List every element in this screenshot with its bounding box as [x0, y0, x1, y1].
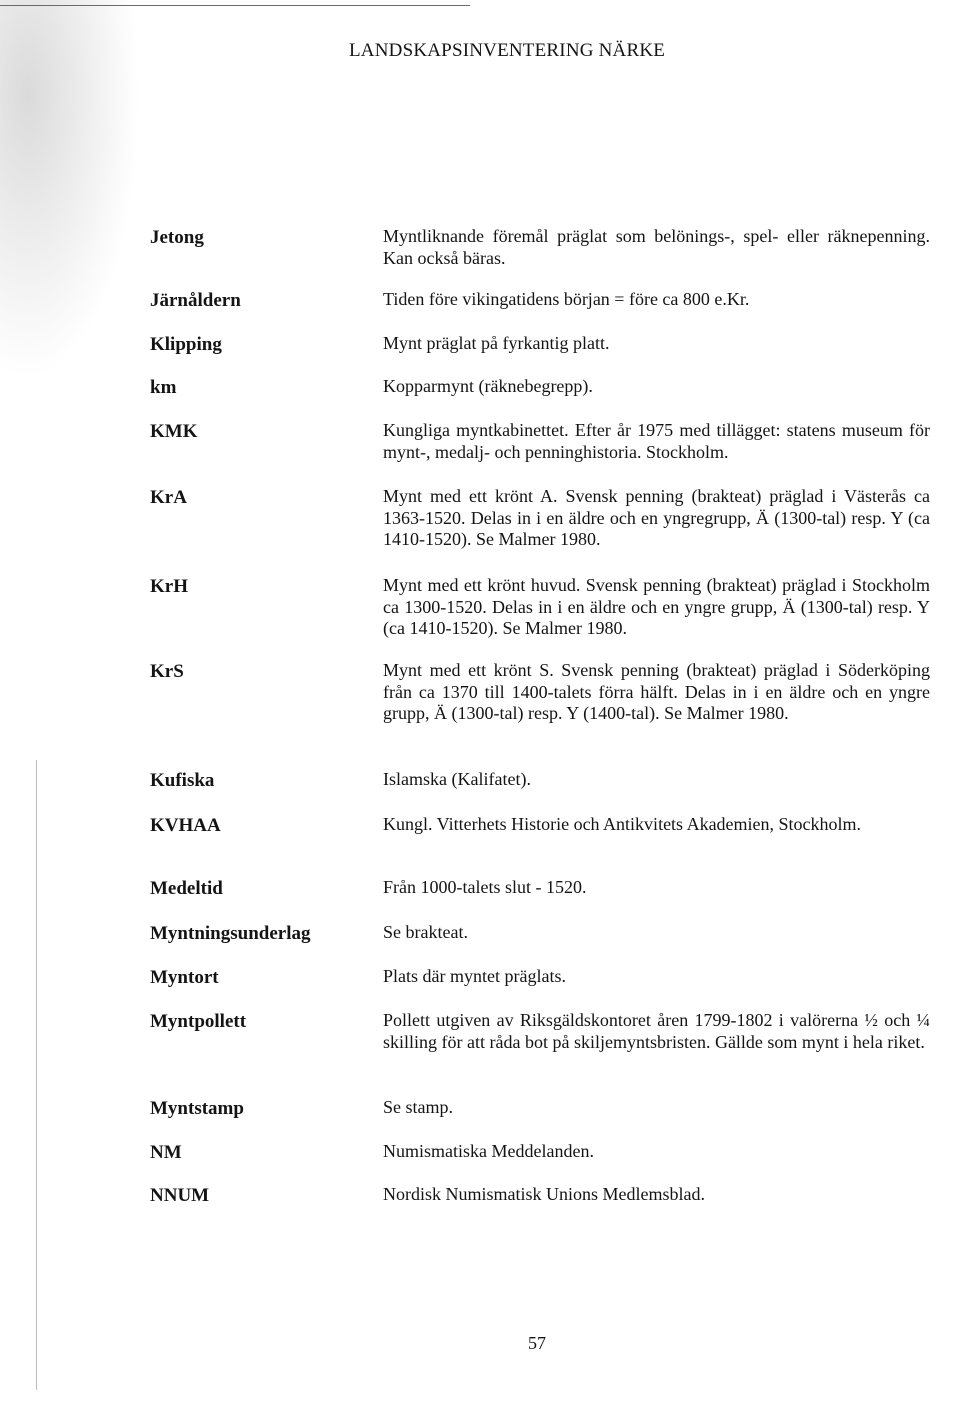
glossary-term: Järnåldern	[150, 290, 241, 311]
glossary-definition: Nordisk Numismatisk Unions Medlemsblad.	[383, 1184, 705, 1204]
glossary-definition: Kungl. Vitterhets Historie och Antikvitets Akademien, Stockholm.	[383, 814, 862, 834]
glossary-term: Kufiska	[150, 770, 215, 791]
glossary-definition: Mynt med ett krönt S. Svensk penning (brakteat) präglad i Söderköping från ca 1370 till 1400-talets förra hälft. Delas in i en äldre och en yngre grupp, Ä (1300-tal) resp. Y (1400-tal). Se Malmer 1980.	[383, 660, 930, 723]
glossary-definition: Islamska (Kalifatet).	[383, 769, 531, 789]
glossary-term: Myntpollett	[150, 1011, 247, 1032]
glossary-term: KrS	[150, 661, 184, 682]
glossary-definition: Kopparmynt (räknebegrepp).	[383, 376, 593, 396]
glossary-definition: Myntliknande föremål präglat som belönings-, spel- eller räknepenning. Kan också bäras.	[383, 226, 930, 268]
glossary-definition: Plats där myntet präglats.	[383, 966, 566, 986]
page-number: 57	[528, 1333, 546, 1353]
glossary-term: KVHAA	[150, 815, 221, 836]
glossary-definition: Pollett utgiven av Riksgäldskontoret åren 1799-1802 i valörerna ½ och ¼ skilling för att råda bot på skiljemyntsbristen. Gällde som mynt i hela riket.	[383, 1010, 930, 1052]
glossary-definition: Numismatiska Meddelanden.	[383, 1141, 594, 1161]
glossary-term: km	[150, 377, 177, 398]
glossary-definition: Se stamp.	[383, 1097, 453, 1117]
glossary-term: NNUM	[150, 1185, 210, 1206]
glossary-term: KrH	[150, 576, 188, 597]
glossary-definition: Se brakteat.	[383, 922, 468, 942]
glossary-definition: Mynt präglat på fyrkantig platt.	[383, 333, 610, 353]
glossary-definition: Kungliga myntkabinettet. Efter år 1975 med tillägget: statens museum för mynt-, medalj- och penninghistoria. Stockholm.	[383, 420, 930, 462]
glossary-term: Myntningsunderlag	[150, 923, 311, 944]
glossary-term: Klipping	[150, 334, 222, 355]
glossary-definition: Tiden före vikingatidens början = före ca 800 e.Kr.	[383, 289, 750, 309]
glossary-definition: Mynt med ett krönt huvud. Svensk penning (brakteat) präglad i Stockholm ca 1300-1520. Delas in i en äldre och en yngre grupp, Ä (1300-tal) resp. Y (ca 1410-1520). Se Malmer 1980.	[383, 575, 930, 638]
glossary-term: KrA	[150, 487, 187, 508]
glossary-definition: Från 1000-talets slut - 1520.	[383, 877, 587, 897]
glossary-term: Myntort	[150, 967, 219, 988]
glossary-term: Myntstamp	[150, 1098, 244, 1119]
glossary-term: KMK	[150, 421, 198, 442]
glossary-definition: Mynt med ett krönt A. Svensk penning (brakteat) präglad i Västerås ca 1363-1520. Delas in i en äldre och en yngregrupp, Ä (1300-tal) resp. Y (ca 1410-1520). Se Malmer 1980.	[383, 486, 930, 549]
glossary-term: NM	[150, 1142, 182, 1163]
glossary-term: Jetong	[150, 227, 204, 248]
glossary-term: Medeltid	[150, 878, 223, 899]
page-header: LANDSKAPSINVENTERING NÄRKE	[349, 40, 666, 61]
